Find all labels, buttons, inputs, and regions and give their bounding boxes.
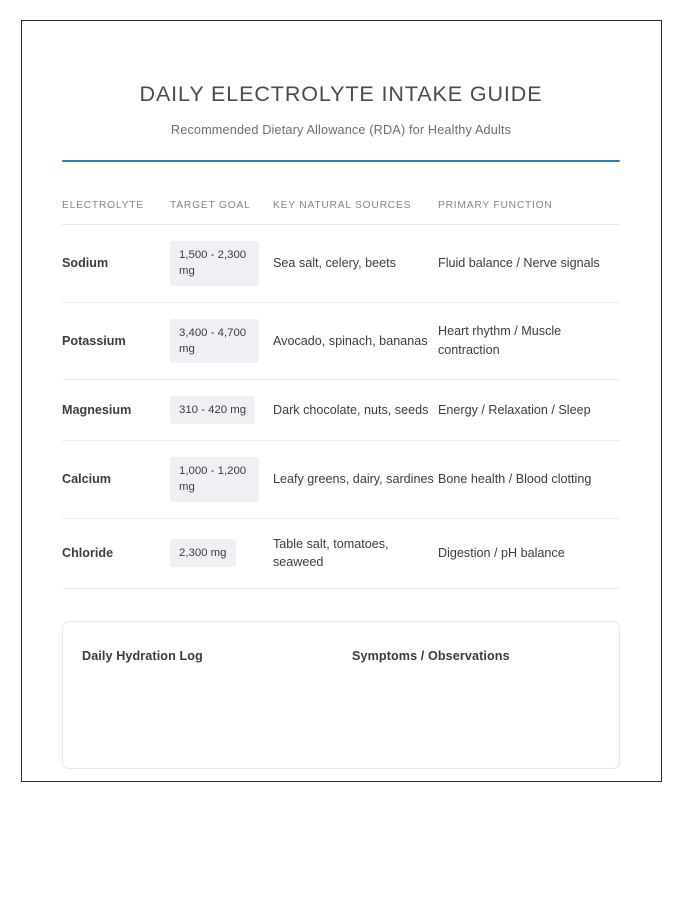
table-row [62, 518, 620, 588]
cell-target-goal [170, 518, 273, 588]
cell-primary-function: Energy / Relaxation / Sleep [438, 379, 620, 440]
cell-target-goal [170, 441, 273, 518]
notes-panel-headings [82, 649, 619, 663]
cell-target-goal [170, 379, 273, 440]
cell-key-natural-sources: Sea salt, celery, beets [273, 225, 438, 302]
table-header-row [62, 200, 620, 225]
cell-primary-function: Bone health / Blood clotting [438, 441, 620, 518]
cell-key-natural-sources: Table salt, tomatoes, seaweed [273, 518, 438, 588]
cell-electrolyte: Chloride [62, 518, 170, 588]
table-body [62, 225, 620, 588]
table-row [62, 225, 620, 302]
accent-divider [62, 160, 620, 162]
cell-electrolyte: Potassium [62, 302, 170, 379]
electrolyte-table [62, 200, 620, 588]
column-header-primary-function: PRIMARY FUNCTION [438, 200, 620, 225]
cell-primary-function: Heart rhythm / Muscle contraction [438, 302, 620, 379]
cell-key-natural-sources: Avocado, spinach, bananas [273, 302, 438, 379]
cell-target-goal [170, 302, 273, 379]
notes-writing-area[interactable] [82, 663, 619, 751]
notes-panel [62, 621, 620, 769]
cell-electrolyte: Sodium [62, 225, 170, 302]
target-goal-badge: 310 - 420 mg [170, 396, 255, 424]
table-row [62, 379, 620, 440]
table-row [62, 441, 620, 518]
page-subtitle: Recommended Dietary Allowance (RDA) for Healthy Adults [170, 122, 512, 137]
column-header-target-goal: TARGET GOAL [170, 200, 273, 225]
target-goal-badge: 3,400 - 4,700 mg [170, 319, 259, 363]
target-goal-badge: 2,300 mg [170, 539, 236, 567]
symptoms-observations-label: Symptoms / Observations [352, 648, 510, 663]
column-header-electrolyte: ELECTROLYTE [62, 200, 170, 225]
page-title: DAILY ELECTROLYTE INTAKE GUIDE [139, 82, 543, 106]
cell-electrolyte: Magnesium [62, 379, 170, 440]
cell-key-natural-sources: Dark chocolate, nuts, seeds [273, 379, 438, 440]
table-header [62, 200, 620, 225]
table-row [62, 302, 620, 379]
cell-electrolyte: Calcium [62, 441, 170, 518]
document-content [62, 20, 620, 769]
cell-target-goal [170, 225, 273, 302]
cell-primary-function: Digestion / pH balance [438, 518, 620, 588]
target-goal-badge: 1,000 - 1,200 mg [170, 457, 259, 501]
column-header-key-natural-sources: KEY NATURAL SOURCES [273, 200, 438, 225]
cell-primary-function: Fluid balance / Nerve signals [438, 225, 620, 302]
cell-key-natural-sources: Leafy greens, dairy, sardines [273, 441, 438, 518]
document-header [62, 20, 620, 162]
target-goal-badge: 1,500 - 2,300 mg [170, 241, 259, 285]
hydration-log-label: Daily Hydration Log [82, 648, 203, 663]
